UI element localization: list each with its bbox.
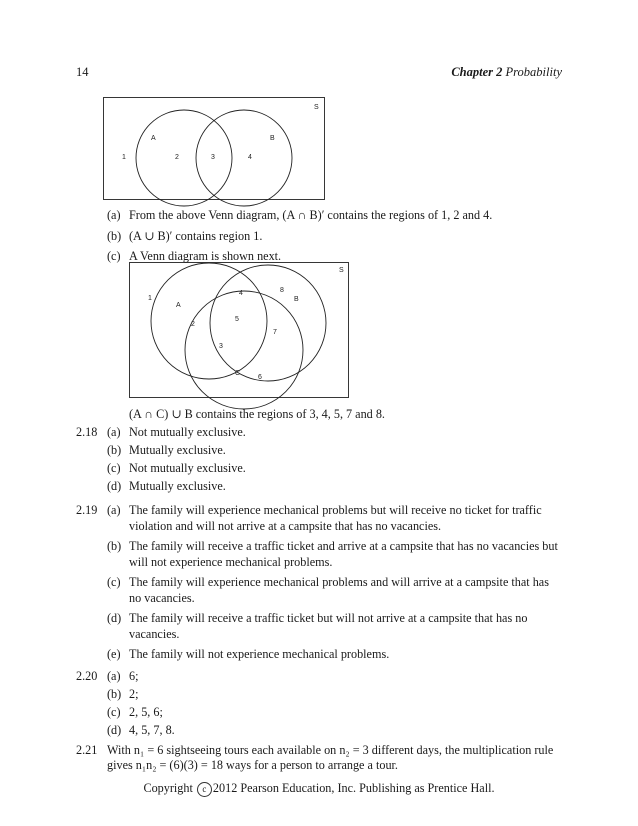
region-label: 1 [148,295,152,302]
answer-line: Not mutually exclusive. [129,425,246,439]
universe-label: S [339,267,344,274]
item-label: (e) [107,647,121,661]
set-c-label: C [235,370,241,377]
item-label: (b) [107,443,122,457]
page-number: 14 [76,65,89,79]
copyright-icon: c [197,782,212,797]
item-label: (a) [107,208,121,222]
region-label: 3 [219,343,223,350]
set-b-circle [210,265,326,381]
answer-line: From the above Venn diagram, (A ∩ B)′ contains the regions of 1, 2 and 4. [129,208,493,222]
item-label: (c) [107,249,121,263]
answer-line: The family will experience mechanical problems but will receive no ticket for traffic [129,503,542,517]
answer-line: Mutually exclusive. [129,443,226,457]
region-label: 8 [280,287,284,294]
region-label: 6 [258,374,262,381]
answer-line: gives n₁n₂ = (6)(3) = 18 ways for a person to arrange a tour. [107,758,398,772]
answer-line: The family will not experience mechanical problems. [129,647,390,661]
item-label: (a) [107,425,121,439]
region-label: 5 [235,316,239,323]
set-a-label: A [151,135,156,142]
answer-line: 4, 5, 7, 8. [129,723,175,737]
region-label: 2 [191,321,195,328]
problem-number: 2.20 [76,669,98,683]
chapter-title: Probability [505,65,562,79]
answer-line: (A ∪ B)′ contains region 1. [129,229,263,243]
answer-line: The family will receive a traffic ticket and arrive at a campsite that has no vacancies but [129,539,558,553]
problem-number: 2.21 [76,743,98,757]
region-label: 7 [273,329,277,336]
answer-line: The family will experience mechanical problems and will arrive at a campsite that has [129,575,549,589]
item-label: (a) [107,669,121,683]
item-label: (c) [107,461,121,475]
set-a-circle [151,263,267,379]
region-label: 4 [248,154,252,161]
universe-rect [130,263,349,398]
region-label: 2 [175,154,179,161]
answer-line: violation and will not arrive at a campsite that has no vacancies. [129,519,442,533]
answer-line: 2, 5, 6; [129,705,163,719]
venn-diagram-two-sets [103,97,325,200]
item-label: (d) [107,723,122,737]
answer-line: A Venn diagram is shown next. [129,249,282,263]
region-label: 4 [239,290,243,297]
answer-line: The family will receive a traffic ticket but will not arrive at a campsite that has no [129,611,528,625]
answer-line: no vacancies. [129,591,195,605]
answer-line: will not experience mechanical problems. [129,555,333,569]
set-a-label: A [176,302,181,309]
answer-line: 6; [129,669,139,683]
set-b-label: B [270,135,275,142]
running-head [451,65,562,80]
answer-line: Not mutually exclusive. [129,461,246,475]
answer-line: With n₁ = 6 sightseeing tours each available on n₂ = 3 different days, the multiplication rule [107,743,554,757]
item-label: (d) [107,479,122,493]
problem-number: 2.18 [76,425,98,439]
answer-line: Mutually exclusive. [129,479,226,493]
region-label: 3 [211,154,215,161]
copyright-after: 2012 Pearson Education, Inc. Publishing as Prentice Hall. [212,781,495,795]
set-b-label: B [294,296,299,303]
chapter-label: Chapter 2 [451,65,503,79]
item-label: (a) [107,503,121,517]
set-a-circle [136,110,232,206]
region-label: 1 [122,154,126,161]
problem-number: 2.19 [76,503,98,517]
item-label: (d) [107,611,122,625]
answer-line: vacancies. [129,627,180,641]
answer-line: 2; [129,687,139,701]
item-label: (b) [107,687,122,701]
answer-line: (A ∩ C) ∪ B contains the regions of 3, 4, 5, 7 and 8. [129,407,385,421]
venn-diagram-three-sets [129,262,349,398]
item-label: (c) [107,705,121,719]
item-label: (c) [107,575,121,589]
item-label: (b) [107,539,122,553]
universe-label: S [314,104,319,111]
copyright-before: Copyright [143,781,193,795]
copyright-footer [0,781,638,797]
item-label: (b) [107,229,122,243]
set-c-circle [185,291,303,409]
